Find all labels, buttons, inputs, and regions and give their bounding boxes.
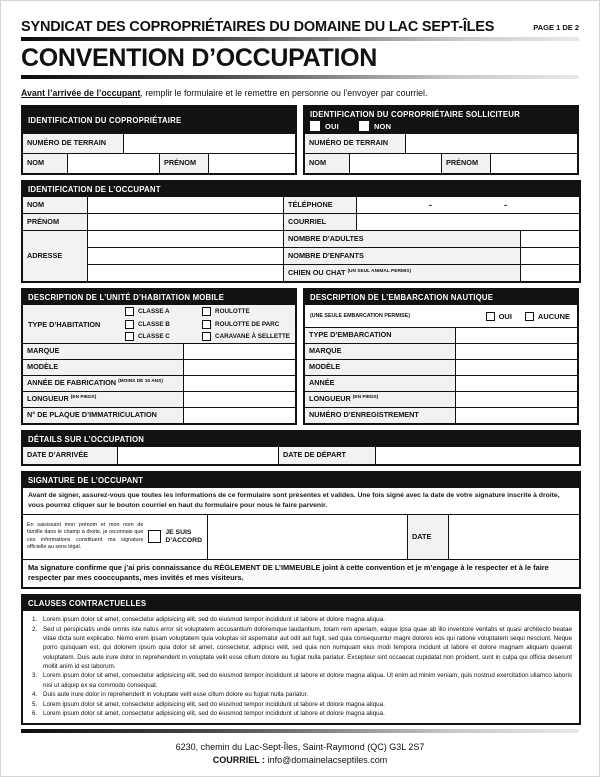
coproprietaire-box [21,105,297,175]
embarcation-enregistrement-input[interactable] [456,408,577,423]
longueur-label: LONGUEUR (EN PIEDS) [23,392,183,407]
occupant-courriel-input[interactable] [357,214,579,230]
embarcation-longueur-input[interactable] [456,392,577,407]
date-depart-label: DATE DE DÉPART [279,447,375,464]
embarcation-permise-row [305,305,577,327]
adresse-label: ADRESSE [23,231,87,281]
clauses-header [23,596,579,611]
signature-title: SIGNATURE DE L’OCCUPANT [28,476,144,485]
footer-email-line [21,755,579,765]
signature-grid [23,515,579,559]
prenom-label: PRÉNOM [160,154,208,173]
signature-input[interactable] [208,515,407,559]
embarcation-modele-input[interactable] [456,360,577,375]
habitation-grid [23,305,295,423]
gradient-divider [21,729,579,733]
modele-label: MODÈLE [23,360,183,375]
solliciteur-prenom-input[interactable] [491,154,577,173]
habitation-plaque-input[interactable] [184,408,295,423]
embarcation-title: DESCRIPTION DE L’EMBARCATION NAUTIQUE [310,293,494,302]
footer-address: 6230, chemin du Lac-Sept-Îles, Saint-Raymond (QC) G3L 2S7 [175,742,425,753]
occupant-telephone-input[interactable] [357,197,579,213]
classe-checkbox-column: CLASSE A CLASSE B CLASSE C [125,307,195,341]
signature-instructions: Avant de signer, assurez-vous que toutes les informations de ce formulaire sont présentes et valides. Une fois signé avec la date de votre signature inscrite à droite, vous pourrez cliquer sur le bouton courriel en haut du formulaire pour nous le faire parvenir. [23,488,579,515]
occupant-adresse-input-1[interactable] [88,231,283,247]
occupation-header [23,432,579,447]
signature-header [23,473,579,488]
occupant-prenom-input[interactable] [88,214,283,230]
habitation-marque-input[interactable] [184,344,295,359]
occupant-animal-input[interactable] [521,265,579,281]
annee-fabrication-label: ANNÉE DE FABRICATION (MOINS DE 15 ANS) [23,376,183,391]
embarcation-oui-checkbox[interactable] [486,312,495,321]
roulotte-checkbox[interactable] [202,307,211,316]
section-identification [21,105,579,175]
coproprietaire-title: IDENTIFICATION DU COPROPRIÉTAIRE [28,116,182,125]
solliciteur-oui-checkbox[interactable] [310,121,320,131]
occupant-adultes-input[interactable] [521,231,579,247]
header [21,19,579,35]
embarcation-grid [305,305,577,423]
date-depart-input[interactable] [376,447,579,464]
clauses-box [21,594,581,725]
clause-item: 3. Lorem ipsum dolor sit amet, consectetur adipisicing elit, sed do eiusmod tempor incididunt ut labore et dolore magna aliqua. Ut enim ad minim veniam, quis nostrud exercitation ullamco laboris nisi ut aliquip ex ea commodo consequat. [32,672,572,689]
clause-item: 2. Sed ut perspiciatis unde omnis iste natus error sit voluptatem accusantium doloremque laudantium, totam rem aperiam, eaque ipsa quae ab illo inventore veritatis et quasi architecto beatae vitae dicta sunt explicabo. Nemo enim ipsam voluptatem quia voluptas sit aspernatur aut odit aut fugit, sed quia consequuntur magni dolores eos qui ratione voluptatem sequi nesciunt. Neque porro quisquam est, qui dolorem ipsum quia dolor sit amet, consectetur, adipisci velit, sed quia non numquam eius modi tempora incidunt ut labore et dolore magnam aliquam quaerat voluptatem. Duis aute irure dolor in reprehenderit in voluptate velit esse cillum dolore eu fugiat nulla pariatur. Excepteur sint occaecat cupidatat non proident, sunt in culpa qui officia deserunt mollit anim id est laborum. [32,625,572,671]
intro-rest: , remplir le formulaire et le remettre en personne ou l’envoyer par courriel. [140,88,428,98]
clauses-list [23,611,579,723]
classe-b-checkbox[interactable] [125,320,134,329]
occupant-adresse-input-2[interactable] [88,248,283,264]
solliciteur-title: IDENTIFICATION DU COPROPRIÉTAIRE SOLLICITEUR [310,110,520,119]
embarcation-box [303,288,579,425]
oui-label: OUI [325,121,339,131]
embarcation-type-input[interactable] [456,328,577,343]
clause-item: 4. Duis aute irure dolor in reprehenderit in voluptate velit esse cillum dolore eu fugiat nulla pariatur. [32,691,309,699]
enfants-label: NOMBRE D’ENFANTS [284,248,520,264]
type-habitation-row [23,305,295,343]
signature-box [21,471,581,589]
terrain-label: NUMÉRO DE TERRAIN [305,134,405,153]
phone-dash: - [504,200,507,210]
coproprietaire-prenom-input[interactable] [209,154,295,173]
date-arrivee-label: DATE D’ARRIVÉE [23,447,117,464]
nom-label: NOM [23,154,67,173]
habitation-box [21,288,297,425]
marque-label: MARQUE [305,344,455,359]
date-arrivee-input[interactable] [118,447,278,464]
embarcation-marque-input[interactable] [456,344,577,359]
occupant-box [21,180,581,283]
occupation-box [21,430,581,466]
type-habitation-label: TYPE D’HABITATION [28,319,101,329]
agree-group [148,529,202,545]
section-descriptions [21,288,579,425]
habitation-title: DESCRIPTION DE L’UNITÉ D’HABITATION MOBILE [28,293,225,302]
intro-bold: Avant l’arrivée de l’occupant [21,88,141,98]
occupation-grid [23,447,579,464]
courriel-value: info@domainelacseptiles.com [267,755,388,766]
solliciteur-nom-input[interactable] [350,154,441,173]
clause-item: 1. Lorem ipsum dolor sit amet, consectetur adipisicing elit, sed do eiusmod tempor incididunt ut labore et dolore magna aliqua. [32,616,385,624]
embarcation-annee-input[interactable] [456,376,577,391]
plaque-label: N° DE PLAQUE D’IMMATRICULATION [23,408,183,423]
coproprietaire-nom-input[interactable] [68,154,159,173]
consent-text: En saisissant mon prénom et mon nom de famille dans le champ à droite, je reconnais que ces informations constituent ma signature officielle au sens légal. [27,521,144,551]
solliciteur-choices [310,121,391,131]
consent-cell [23,515,207,559]
nom-label: NOM [305,154,349,173]
embarcation-header [305,290,577,305]
coproprietaire-header [23,107,295,134]
courriel-label: COURRIEL : [212,755,266,766]
org-title: SYNDICAT DES COPROPRIÉTAIRES DU DOMAINE DU LAC SEPT-ÎLES [21,19,495,35]
occupant-title: IDENTIFICATION DE L’OCCUPANT [28,185,161,194]
prenom-label: PRÉNOM [23,214,87,230]
solliciteur-grid [305,134,577,173]
page-indicator: PAGE 1 DE 2 [533,23,579,32]
roulotte-checkbox-column: ROULOTTE ROULOTTE DE PARC CARAVANE À SELLETTE [202,307,290,341]
embarcation-aucune-checkbox[interactable] [525,312,534,321]
animal-note: (UN SEUL ANIMAL PERMIS) [347,268,412,274]
clause-item: 5. Lorem ipsum dolor sit amet, consectetur adipisicing elit, sed do eiusmod tempor incididunt ut labore et dolore magna aliqua. [32,700,385,708]
habitation-longueur-input[interactable] [184,392,295,407]
caravane-checkbox[interactable] [202,332,211,341]
solliciteur-box [303,105,579,175]
modele-label: MODÈLE [305,360,455,375]
habitation-modele-input[interactable] [184,360,295,375]
permise-note: (UNE SEULE EMBARCATION PERMISE) [310,313,410,319]
date-label: DATE [408,515,448,559]
gradient-divider [21,75,579,79]
habitation-header [23,290,295,305]
clause-item: 6. Lorem ipsum dolor sit amet, consectetur adipisicing elit, sed do eiusmod tempor incididunt ut labore et dolore magna aliqua. [32,709,385,717]
solliciteur-terrain-input[interactable] [406,134,577,153]
adultes-label: NOMBRE D’ADULTES [284,231,520,247]
habitation-annee-input[interactable] [184,376,295,391]
phone-dash: - [429,200,432,210]
embarcation-choices: OUI AUCUNE [486,312,570,321]
longueur-label: LONGUEUR (EN PIEDS) [305,392,455,407]
animal-label: CHIEN OU CHAT (UN SEUL ANIMAL PERMIS) [284,265,520,281]
form-page [1,1,599,765]
clauses-title: CLAUSES CONTRACTUELLES [28,599,147,609]
solliciteur-header [305,107,577,134]
classe-c-checkbox[interactable] [125,332,134,341]
annee-label: ANNÉE [305,376,455,391]
occupant-adresse-input-3[interactable] [88,265,283,281]
occupation-title: DÉTAILS SUR L’OCCUPATION [28,435,145,444]
occupant-enfants-input[interactable] [521,248,579,264]
occupant-grid [23,197,579,281]
non-label: NON [373,121,392,131]
telephone-label: TÉLÉPHONE [284,197,356,213]
intro-text [21,88,579,98]
occupant-nom-input[interactable] [88,197,283,213]
classe-a-checkbox[interactable] [125,307,134,316]
nom-label: NOM [23,197,87,213]
terrain-label: NUMÉRO DE TERRAIN [23,134,123,153]
gradient-divider [21,37,579,41]
doc-title: CONVENTION D’OCCUPATION [21,44,378,72]
marque-label: MARQUE [23,344,183,359]
type-embarcation-label: TYPE D’EMBARCATION [305,328,455,343]
enregistrement-label: NUMÉRO D’ENREGISTREMENT [305,408,455,423]
coproprietaire-grid [23,134,295,173]
courriel-label: COURRIEL [284,214,356,230]
signature-confirmation: Ma signature confirme que j’ai pris connaissance du RÈGLEMENT DE L’IMMEUBLE joint à cette convention et je m’engage à le respecter et à le faire respecter par mes cooccupants, mes invités et mes visiteurs. [23,559,579,587]
signature-date-input[interactable] [449,515,579,559]
coproprietaire-terrain-input[interactable] [124,134,295,153]
roulotte-de-parc-checkbox[interactable] [202,320,211,329]
je-suis-daccord-checkbox[interactable] [148,530,161,543]
solliciteur-non-checkbox[interactable] [359,121,369,131]
prenom-label: PRÉNOM [442,154,490,173]
agree-label: JE SUIS D’ACCORD [165,528,202,544]
occupant-header [23,182,579,197]
